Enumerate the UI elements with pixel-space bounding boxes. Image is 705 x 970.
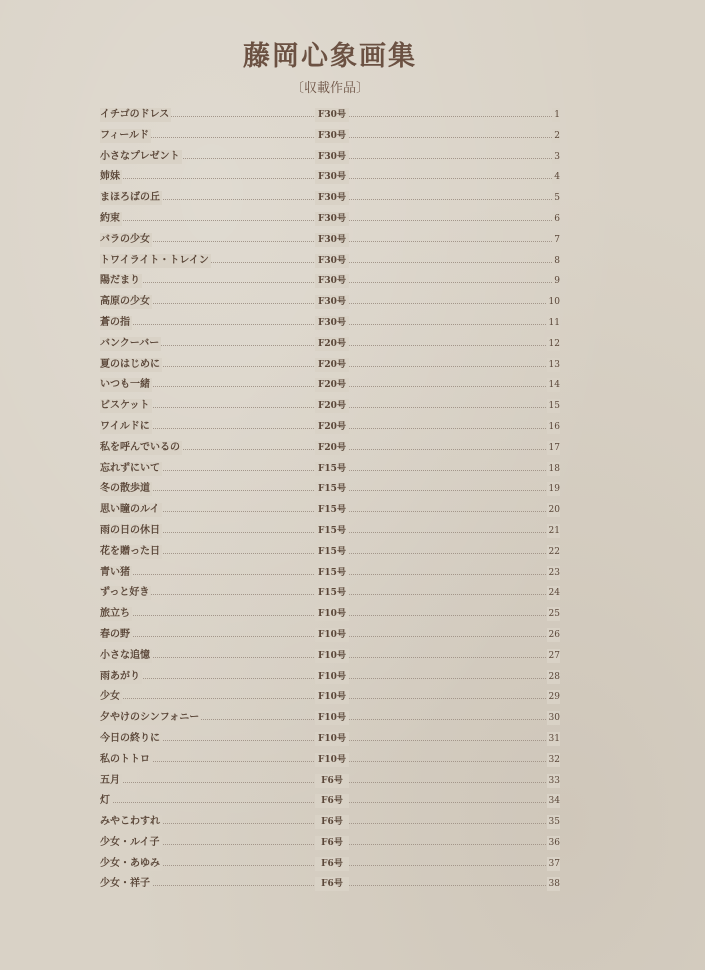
artwork-title: いつも一緒 [100,379,150,391]
canvas-size: F6号 [315,774,349,788]
list-item [100,855,560,876]
artwork-title: 忘れずにいて [100,462,160,474]
page-number: 33 [548,775,560,786]
canvas-size: F20号 [315,441,349,455]
list-item [100,148,560,169]
page-number: 5 [554,193,560,204]
artwork-title: 少女 [100,691,120,703]
page-number: 21 [548,525,560,536]
artwork-title: 灯 [100,795,110,807]
canvas-size: F20号 [315,358,349,372]
list-item [100,543,560,564]
artwork-title: 夕やけのシンフォニー [100,712,200,724]
canvas-size: F10号 [315,732,349,746]
artwork-title: 五月 [100,774,120,786]
artwork-title: ずっと好き [100,587,150,599]
list-item [100,168,560,189]
list-item [100,439,560,460]
page-number: 10 [548,297,560,308]
page-number: 34 [548,796,560,807]
list-item [100,356,560,377]
page-number: 28 [548,671,560,682]
page-number: 26 [548,629,560,640]
artwork-title: 約束 [100,212,120,224]
page-number: 13 [548,359,560,370]
page-number: 3 [554,151,560,162]
page-number: 16 [548,421,560,432]
list-item [100,480,560,501]
page-number: 15 [548,401,560,412]
page-number: 19 [548,484,560,495]
list-item [100,792,560,813]
artwork-title: 雨あがり [100,670,140,682]
canvas-size: F6号 [315,815,349,829]
page-number: 35 [548,817,560,828]
list-item [100,252,560,273]
list-item [100,106,560,127]
list-item [100,418,560,439]
canvas-size: F30号 [315,316,349,330]
artwork-title: 私を呼んでいるの [100,441,180,453]
artwork-title: 青い猪 [100,566,130,578]
page-number: 37 [548,858,560,869]
list-item [100,875,560,896]
page-number: 29 [548,692,560,703]
artwork-title: トワイライト・トレイン [100,254,209,266]
artwork-title: 小さな追憶 [100,649,150,661]
page-number: 38 [548,879,560,890]
artwork-title: 私のトトロ [100,753,150,765]
list-item [100,397,560,418]
canvas-size: F6号 [315,836,349,850]
list-item [100,605,560,626]
list-item [100,127,560,148]
page-number: 2 [554,130,560,141]
canvas-size: F15号 [315,545,349,559]
page-number: 31 [548,733,560,744]
artwork-title: ワイルドに [100,420,150,432]
list-item [100,626,560,647]
artwork-title: フィールド [100,129,149,141]
list-item [100,564,560,585]
list-item [100,501,560,522]
list-item [100,709,560,730]
artwork-title: 今日の終りに [100,732,160,744]
list-item [100,730,560,751]
artwork-title: 花を贈った日 [100,545,160,557]
canvas-size: F30号 [315,212,349,226]
canvas-size: F15号 [315,462,349,476]
page-number: 20 [548,505,560,516]
page-number: 27 [548,650,560,661]
canvas-size: F15号 [315,566,349,580]
page-number: 24 [548,588,560,599]
list-item [100,751,560,772]
artwork-title: 姉妹 [100,171,120,183]
canvas-size: F30号 [315,108,349,122]
canvas-size: F15号 [315,482,349,496]
artwork-title: 旅立ち [100,608,130,620]
canvas-size: F10号 [315,649,349,663]
page-number: 22 [548,546,560,557]
canvas-size: F15号 [315,586,349,600]
page-number: 11 [548,317,560,328]
canvas-size: F10号 [315,628,349,642]
canvas-size: F6号 [315,794,349,808]
artwork-title: バラの少女 [100,233,150,245]
artwork-title: みやこわすれ [100,816,160,828]
list-item [100,272,560,293]
canvas-size: F10号 [315,711,349,725]
canvas-size: F30号 [315,254,349,268]
list-item [100,210,560,231]
list-item [100,647,560,668]
canvas-size: F20号 [315,378,349,392]
page-number: 4 [554,172,560,183]
canvas-size: F20号 [315,337,349,351]
canvas-size: F30号 [315,274,349,288]
contents-list [100,106,560,896]
list-item [100,668,560,689]
page-number: 30 [548,713,560,724]
canvas-size: F30号 [315,233,349,247]
artwork-title: まほろばの丘 [100,192,160,204]
artwork-title: 小さなプレゼント [100,150,180,162]
artwork-title: 陽だまり [100,275,140,287]
list-item [100,189,560,210]
list-item [100,231,560,252]
list-item [100,584,560,605]
page-number: 17 [548,442,560,453]
canvas-size: F10号 [315,670,349,684]
list-item [100,460,560,481]
page-subtitle: 〔収載作品〕 [290,81,369,96]
canvas-size: F20号 [315,399,349,413]
page-number: 9 [554,276,560,287]
page-number: 8 [554,255,560,266]
page-number: 7 [554,234,560,245]
canvas-size: F10号 [315,753,349,767]
artwork-title: ビスケット [100,400,150,412]
artwork-title: 冬の散歩道 [100,483,150,495]
canvas-size: F6号 [315,857,349,871]
artwork-title: バンクーバー [100,337,160,349]
list-item [100,293,560,314]
artwork-title: 春の野 [100,628,130,640]
artwork-title: 夏のはじめに [100,358,160,370]
artwork-title: 蒼の指 [100,316,130,328]
artwork-title: 少女・ルイ子 [100,836,160,848]
artwork-title: 少女・祥子 [100,878,150,890]
page-number: 36 [548,837,560,848]
list-item [100,376,560,397]
canvas-size: F30号 [315,191,349,205]
canvas-size: F10号 [315,607,349,621]
canvas-size: F30号 [315,170,349,184]
list-item [100,813,560,834]
artwork-title: 高原の少女 [100,296,150,308]
list-item [100,772,560,793]
page-number: 32 [548,754,560,765]
list-item [100,335,560,356]
list-item [100,688,560,709]
artwork-title: 少女・あゆみ [100,857,160,869]
list-item [100,834,560,855]
list-item [100,522,560,543]
artwork-title: 思い瞳のルイ [100,504,160,516]
canvas-size: F6号 [315,877,349,891]
page-number: 1 [554,110,560,120]
list-item [100,314,560,335]
page-number: 6 [554,213,560,224]
canvas-size: F30号 [315,129,349,143]
canvas-size: F20号 [315,420,349,434]
page-number: 18 [548,463,560,474]
canvas-size: F15号 [315,503,349,517]
page-number: 23 [548,567,560,578]
canvas-size: F30号 [315,150,349,164]
page-number: 12 [548,338,560,349]
page-number: 25 [548,609,560,620]
canvas-size: F15号 [315,524,349,538]
canvas-size: F30号 [315,295,349,309]
page-title: 藤岡心象画集 [243,41,417,72]
canvas-size: F10号 [315,690,349,704]
artwork-title: イチゴのドレス [100,109,170,120]
artwork-title: 雨の日の休日 [100,524,160,536]
page-number: 14 [548,380,560,391]
